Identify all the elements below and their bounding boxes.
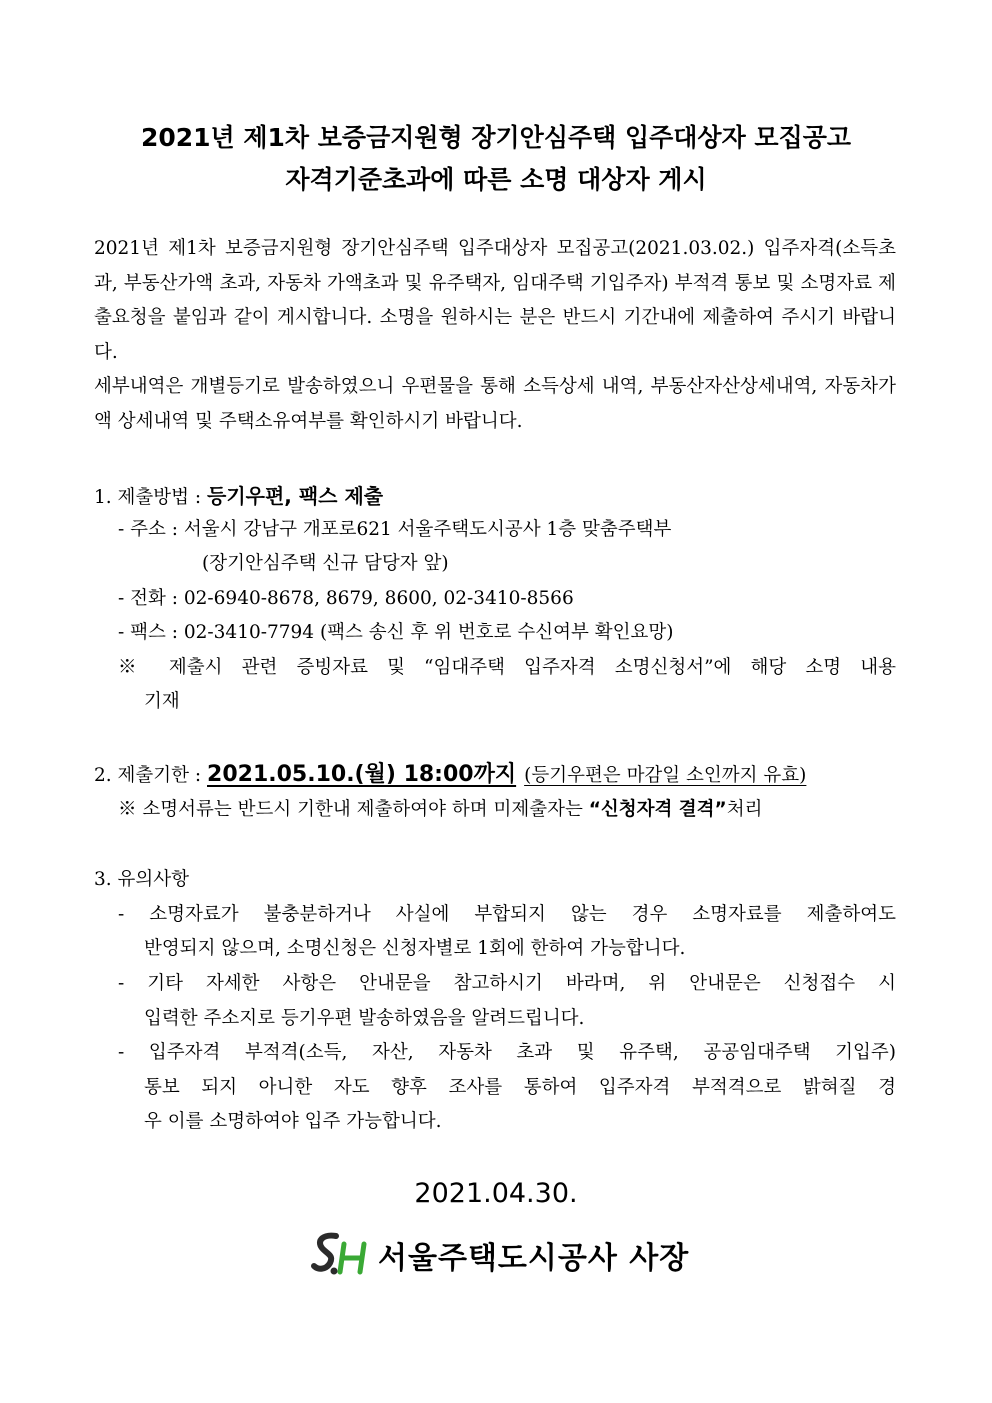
section3-item3-line2: 통보 되지 아니한 자도 향후 조사를 통하여 입주자격 부적격으로 밝혀질 경 <box>144 1077 896 1098</box>
section1-note-line1: ※ 제출시 관련 증빙자료 및 “임대주택 입주자격 소명신청서”에 해당 소명 내용 <box>118 657 896 678</box>
section3-item3-line3: 우 이를 소명하여야 입주 가능합니다. <box>144 1111 442 1132</box>
section1-fax: - 팩스 : 02-3410-7794 (팩스 송신 후 위 번호로 수신여부 확인요망) <box>118 622 674 643</box>
section2-heading <box>94 757 806 788</box>
notice-title-line2: 자격기준초과에 따른 소명 대상자 게시 <box>285 165 707 194</box>
intro-paragraph-1: 2021년 제1차 보증금지원형 장기안심주택 입주대상자 모집공고(2021.03.02.) 입주자격(소득초과, 부동산가액 초과, 자동차 가액초과 및 유주택자, 임대주택 기입주자) 부적격 통보 및 소명자료 제출요청을 붙임과 같이 게시합니다. 소명을 원하시는 분은 반드시 기간내에 제출하여 주시기 바랍니다. <box>94 238 896 363</box>
section2-deadline: 2021.05.10.(월) 18:00까지 <box>207 762 517 787</box>
section2-heading-prefix: 2. 제출기한 : <box>94 765 208 786</box>
section2-note-suffix: 처리 <box>726 799 763 820</box>
section2-note-prefix: ※ 소명서류는 반드시 기한내 제출하여야 하며 미제출자는 <box>118 799 589 820</box>
sh-logo-icon <box>310 1230 374 1280</box>
section3-item2-line2: 입력한 주소지로 등기우편 발송하였음을 알려드립니다. <box>144 1008 585 1029</box>
section2-note <box>118 795 762 821</box>
section2-note-bold: “신청자격 결격” <box>588 799 727 820</box>
section1-note-line2: 기재 <box>144 691 180 712</box>
section3-item2-line1: - 기타 자세한 사항은 안내문을 참고하시기 바라며, 위 안내문은 신청접수 시 <box>118 973 896 994</box>
intro-text <box>94 232 896 440</box>
section2-deadline-note: (등기우편은 마감일 소인까지 유효) <box>524 765 807 786</box>
section1-method: 등기우편, 팩스 제출 <box>207 484 384 508</box>
section3-item3-line1: - 입주자격 부적격(소득, 자산, 자동차 초과 및 유주택, 공공임대주택 기입주) <box>118 1042 896 1063</box>
section1-address-line2: (장기안심주택 신규 담당자 앞) <box>202 553 449 574</box>
notice-date: 2021.04.30. <box>414 1178 578 1209</box>
section1-phone: - 전화 : 02-6940-8678, 8679, 8600, 02-3410-8566 <box>118 588 574 609</box>
section1-address-line1: - 주소 : 서울시 강남구 개포로621 서울주택도시공사 1층 맞춤주택부 <box>118 519 672 540</box>
section3-item1-line1: - 소명자료가 불충분하거나 사실에 부합되지 않는 경우 소명자료를 제출하여도 <box>118 904 896 925</box>
section3-item1-line2: 반영되지 않으며, 소명신청은 신청자별로 1회에 한하여 가능합니다. <box>144 938 686 959</box>
signature-name: 서울주택도시공사 사장 <box>378 1241 690 1276</box>
notice-title-line1: 2021년 제1차 보증금지원형 장기안심주택 입주대상자 모집공고 <box>140 123 852 152</box>
section1-heading-prefix: 1. 제출방법 : <box>94 487 208 508</box>
section1-heading <box>94 480 383 509</box>
intro-paragraph-2: 세부내역은 개별등기로 발송하였으니 우편물을 통해 소득상세 내역, 부동산자산상세내역, 자동차가액 상세내역 및 주택소유여부를 확인하시기 바랍니다. <box>94 376 896 432</box>
section3-heading: 3. 유의사항 <box>94 869 190 890</box>
signature-block <box>310 1230 689 1280</box>
